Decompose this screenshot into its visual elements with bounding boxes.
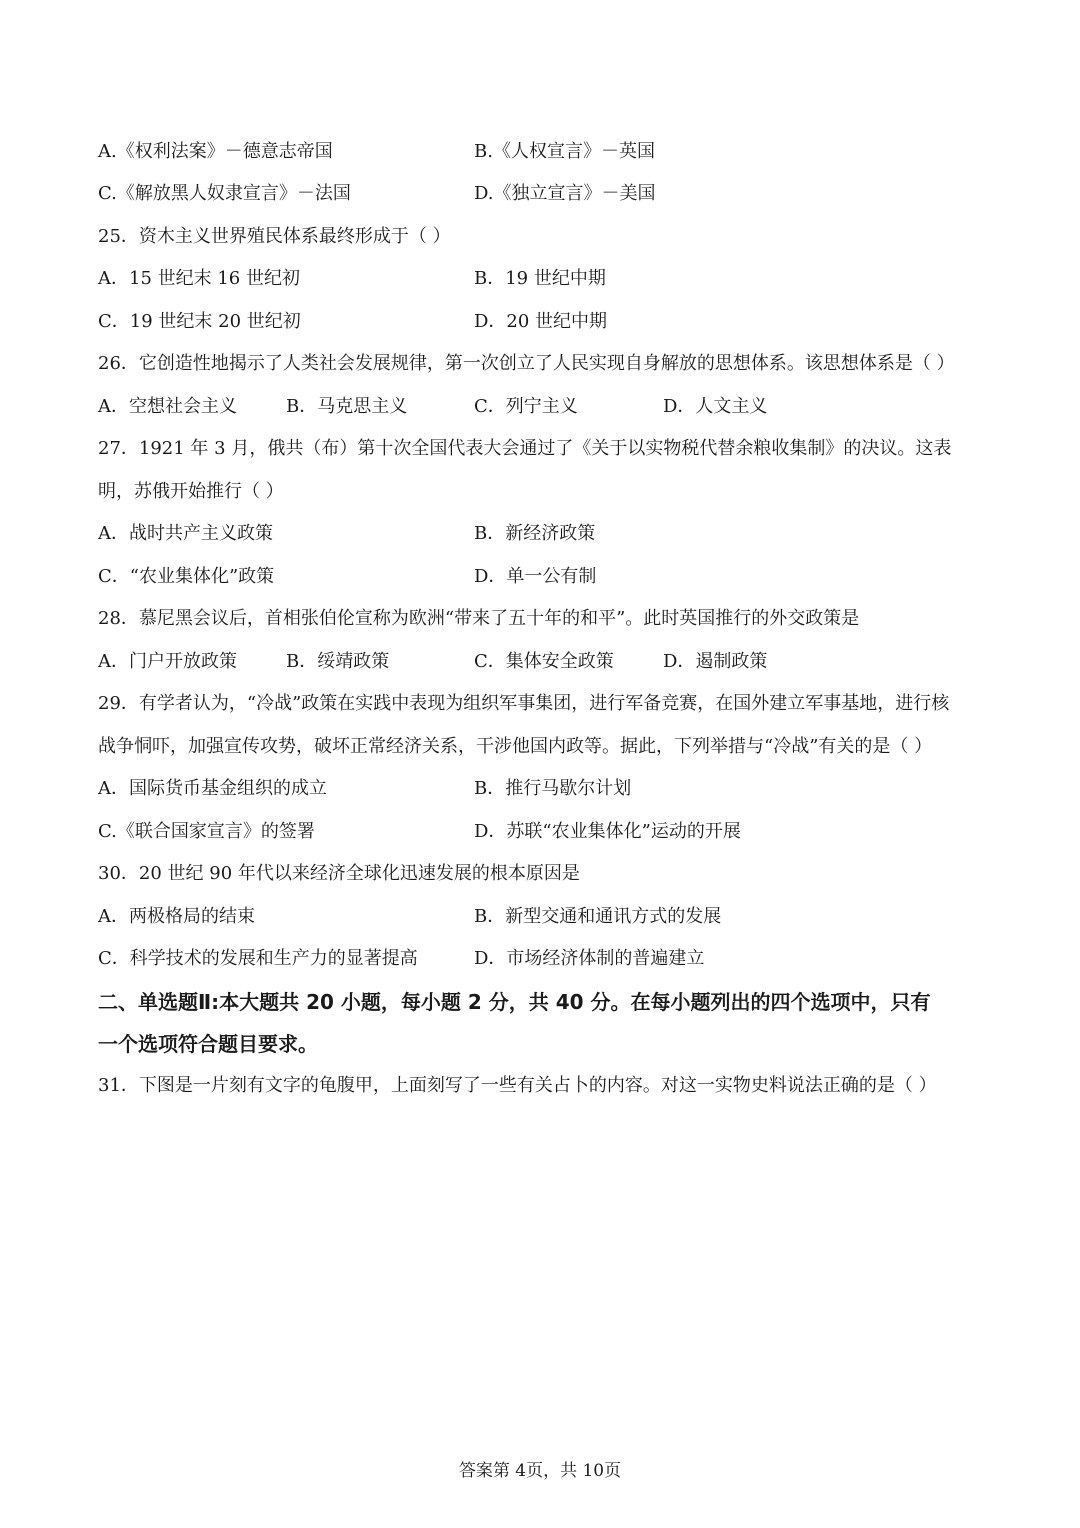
q29-option-d: D．苏联“农业集体化”运动的开展 [474,821,741,842]
q25-option-c: C．19 世纪末 20 世纪初 [98,311,301,332]
section-heading-line1: 二、单选题Ⅱ:本大题共 20 小题，每小题 2 分，共 40 分。在每小题列出的四个选项中，只有 [98,990,931,1014]
q26-option-a: A．空想社会主义 [98,396,237,417]
q30-option-a: A．两极格局的结束 [98,906,255,927]
q29-option-c: C.《联合国家宣言》的签署 [98,821,315,842]
q24-option-d: D.《独立宣言》－美国 [474,183,656,204]
q27-option-a: A．战时共产主义政策 [98,523,273,544]
q27-stem-line1: 27．1921 年 3 月，俄共（布）第十次全国代表大会通过了《关于以实物税代替余粮收集制》的决议。这表 [98,438,952,459]
q24-option-b: B.《人权宣言》－英国 [474,141,655,162]
q30-option-d: D．市场经济体制的普遍建立 [474,948,705,969]
q28-option-a: A．门户开放政策 [98,651,237,672]
q27-option-b: B．新经济政策 [474,523,596,544]
q29-stem-line1: 29．有学者认为，“冷战”政策在实践中表现为组织军事集团，进行军备竞赛，在国外建立军事基地，进行核 [98,693,950,714]
q24-option-c: C.《解放黑人奴隶宣言》－法国 [98,183,351,204]
q30-option-b: B．新型交通和通讯方式的发展 [474,906,722,927]
q28-option-d: D．遏制政策 [663,651,768,672]
q27-stem-line2: 明，苏俄开始推行（ ） [98,481,284,502]
q31-stem: 31．下图是一片刻有文字的龟腹甲，上面刻写了一些有关占卜的内容。对这一实物史料说法正确的是（ ） [98,1075,937,1096]
q28-stem: 28．慕尼黑会议后，首相张伯伦宣称为欧洲“带来了五十年的和平”。此时英国推行的外交政策是 [98,608,860,629]
q24-option-a: A.《权利法案》－德意志帝国 [98,141,333,162]
q28-option-c: C．集体安全政策 [474,651,614,672]
q29-option-a: A．国际货币基金组织的成立 [98,778,327,799]
page-footer: 答案第 4页，共 10页 [458,1461,622,1481]
q26-option-c: C．列宁主义 [474,396,578,417]
q29-stem-line2: 战争恫吓，加强宣传攻势，破坏正常经济关系，干涉他国内政等。据此，下列举措与“冷战”有关的是（ ） [98,736,933,757]
q30-option-c: C．科学技术的发展和生产力的显著提高 [98,948,418,969]
section-heading-line2: 一个选项符合题目要求。 [98,1032,318,1056]
q25-option-b: B．19 世纪中期 [474,268,606,289]
q27-option-d: D．单一公有制 [474,566,597,587]
q29-option-b: B．推行马歇尔计划 [474,778,632,799]
q28-option-b: B．绥靖政策 [286,651,390,672]
q25-stem: 25．资木主义世界殖民体系最终形成于（ ） [98,226,451,247]
q30-stem: 30．20 世纪 90 年代以来经济全球化迅速发展的根本原因是 [98,863,580,884]
q26-option-d: D．人文主义 [663,396,768,417]
q26-option-b: B．马克思主义 [286,396,408,417]
q27-option-c: C．“农业集体化”政策 [98,566,275,587]
q25-option-a: A．15 世纪末 16 世纪初 [98,268,300,289]
q26-stem: 26．它创造性地揭示了人类社会发展规律，第一次创立了人民实现自身解放的思想体系。该思想体系是（ ） [98,353,955,374]
q25-option-d: D．20 世纪中期 [474,311,608,332]
